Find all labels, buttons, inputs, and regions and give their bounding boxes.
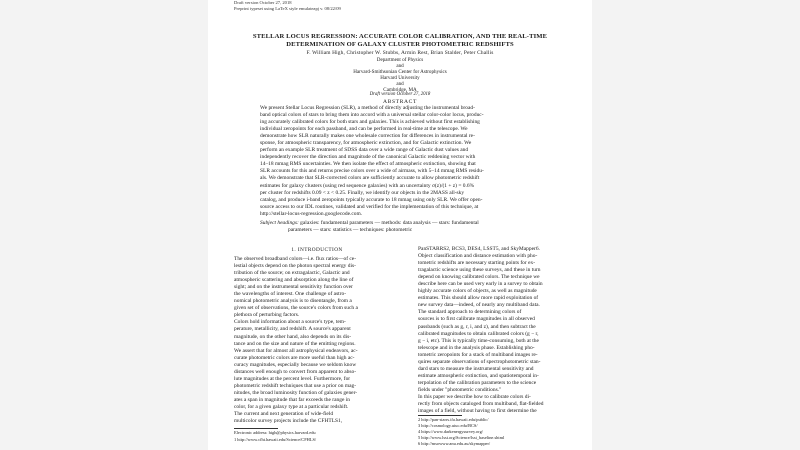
- text-line: the wavelengths of interest. One challenge of astro-: [234, 291, 347, 298]
- draft-date: Draft version October 27, 2018: [369, 92, 431, 97]
- abstract-heading: ABSTRACT: [382, 99, 418, 105]
- text-line: We assert that for almost all astrophysical endeavors, ac-: [234, 347, 358, 354]
- text-line: tribution of the source; on extragalactic, Galactic and: [234, 270, 350, 277]
- text-line: calibrated magnitudes to obtain calibrated colors (g − r,: [418, 330, 539, 337]
- text-line: new survey data—indeed, of nearly any multiband data.: [418, 302, 540, 309]
- text-line: The observed broadband colors—i.e. flux ratios—of ce-: [234, 256, 357, 262]
- abstract-line: als. We demonstrate that SLR-corrected colors are sufficiently accurate to allow photometric redshift: [260, 175, 480, 182]
- affiliation-line: and: [396, 81, 404, 87]
- abstract-line: independently recover the direction and magnitude of the canonical Galactic reddening vector with: [260, 154, 476, 161]
- affiliation-line: Harvard-Smithsonian Center for Astrophysics: [353, 69, 447, 75]
- author-list: F. William High, Christopher W. Stubbs, Armin Rest, Brian Stalder, Peter Challis: [306, 50, 494, 56]
- text-line: The standard approach to determining colors of: [418, 309, 522, 316]
- footnote-link[interactable]: 4 https://www.darkenergysurvey.org/: [418, 429, 483, 434]
- text-line: sources is to first calibrate magnitudes in all observed: [418, 316, 535, 323]
- text-line: given set of observations, the source's colors from such a: [234, 305, 358, 312]
- footnote-link[interactable]: 3 http://cosmology.uiuc.edu/BCS/: [418, 423, 478, 428]
- subject-headings-label: Subject headings:: [260, 220, 299, 226]
- text-line: depend on knowing calibrated colors. The technique we: [418, 274, 540, 281]
- text-line: plethora of perturbing factors.: [234, 312, 300, 319]
- text-line: magnitude, on the other hand, also depends on its dis-: [234, 333, 352, 340]
- preprint-typeset-line: Preprint typeset using LaTeX style emulateapj v. 08/22/09: [234, 6, 341, 11]
- text-line: describe here can be used very early in a survey to obtain: [418, 281, 543, 288]
- abstract-line: band optical colors of stars to bring them into accord with a universal stellar color-color locus, produc-: [260, 112, 484, 119]
- text-line: highly accurate colors of objects, as well as magnitude: [418, 288, 537, 295]
- section-heading-introduction: 1. INTRODUCTION: [291, 247, 343, 253]
- text-line: distances well enough to convert from apparent to abso-: [234, 368, 357, 375]
- left-column-text: [234, 256, 400, 425]
- footnote-rule: [418, 415, 462, 416]
- text-line: Colors hold information about a source's type, tem-: [234, 319, 346, 326]
- text-line: telescope and in the analysis phase. Establishing pho-: [418, 344, 535, 351]
- affiliation-line: and: [396, 63, 404, 69]
- abstract-line: http://stellar-locus-regression.googlecode.com.: [260, 210, 363, 217]
- abstract-body: [260, 105, 543, 218]
- paper-title-line-1: STELLAR LOCUS REGRESSION: ACCURATE COLOR CALIBRATION, AND THE REAL-TIME: [252, 33, 548, 40]
- abstract-line: ing accurately calibrated colors for both stars and galaxies. This is achieved without first establishing: [260, 119, 480, 126]
- abstract-line: catalog, and produce i-band zeropoints typically accurate to 18 mmag using only SLR. We offer open-: [260, 196, 483, 203]
- affiliation-line: Department of Physics: [376, 57, 424, 63]
- text-line: tance and on the size and nature of the emitting regions.: [234, 340, 356, 347]
- abstract-line: demonstrate how SLR naturally makes one wholesale correction for differences in instrumental re-: [260, 133, 475, 140]
- text-line: tometric zeropoints for a stack of multiband images re-: [418, 351, 538, 358]
- footnote-link[interactable]: 5 http://www.lsst.org/Science/lsst_baseline.shtml: [418, 435, 505, 440]
- text-line: Object classification and distance estimation with pho-: [418, 253, 538, 260]
- text-line: g − i, etc). This is typically time-consuming, both at the: [418, 337, 539, 344]
- subject-headings: [260, 220, 479, 226]
- abstract-line: We present Stellar Locus Regression (SLR), a method of directly adjusting the instrumental broad-: [260, 105, 475, 111]
- footnote-email: Electronic address: high@physics.harvard.edu: [234, 430, 316, 435]
- affiliation-line: Cambridge, MA: [383, 87, 417, 93]
- text-line: nomical photometric analysis is to disentangle, from a: [234, 298, 352, 305]
- abstract-line: perform an example SLR treatment of SDSS data over a wide range of Galactic dust values and: [260, 147, 469, 154]
- text-line: In this paper we describe how to calibrate colors di-: [418, 393, 531, 400]
- text-line: estimates. This should allow more rapid exploitation of: [418, 295, 539, 302]
- text-line: images of a field, without having to first determine the: [418, 408, 537, 415]
- text-line: rectly from objects cataloged from multiband, flat-fielded: [418, 401, 544, 408]
- text-line: fields under "photometric conditions.": [418, 386, 502, 393]
- text-line: color, for a given galaxy type at a particular redshift.: [234, 403, 349, 410]
- text-line: sight; and on the instrumental sensitivity function over: [234, 284, 353, 291]
- text-line: photometric redshift techniques that use a prior on mag-: [234, 382, 357, 389]
- abstract-line: individual zeropoints for each passband, and can be performed in real-time at the telescope. We: [260, 126, 468, 133]
- subject-headings-continued: parameters — stars: statistics — techniques: photometric: [288, 227, 413, 233]
- affiliation-line: Harvard University: [380, 75, 420, 81]
- abstract-line: estimates for galaxy clusters (using red sequence galaxies) with an uncertainty σ(z)/(1 + z) = 0.6%: [260, 182, 475, 189]
- paper-title-line-2: DETERMINATION OF GALAXY CLUSTER PHOTOMETRIC REDSHIFTS: [286, 41, 514, 48]
- subject-headings-text: galaxies: fundamental parameters — methods: data analysis — stars: fundamental: [300, 220, 479, 226]
- text-line: terpolation of the calibration parameters to the science: [418, 379, 537, 386]
- abstract-line: per cluster for redshifts 0.09 < z < 0.25. Finally, we identify our objects in the 2MASS all-sky: [260, 189, 465, 196]
- text-line: nitudes, the broad luminosity function of galaxies gener-: [234, 389, 358, 396]
- text-line: lute magnitudes at the percent level. Furthermore, for: [234, 375, 351, 382]
- preprint-draft-line: Draft version October 27, 2018: [234, 0, 292, 5]
- text-line: tometric redshifts are necessary starting points for ex-: [418, 260, 536, 267]
- text-line: ates a span in magnitude that far exceeds the range in: [234, 396, 350, 403]
- text-line: quires separate observations of spectrophotometric stan-: [418, 358, 541, 365]
- abstract-line: SLR accounts for this and returns precise colors over a wide of airmass, with 5–14 mmag RMS residu-: [260, 168, 484, 175]
- text-line: atmospheric scattering and absorption along the line of: [234, 277, 354, 284]
- text-line: estimate atmospheric extinction, and spatiotemporal in-: [418, 372, 539, 379]
- text-line: tragalactic science using these surveys, and these in turn: [418, 267, 541, 274]
- footnote-link[interactable]: 2 http://pan-starrs.ifa.hawaii.edu/public/: [418, 417, 489, 422]
- text-line: curacy magnitudes, especially because we seldom know: [234, 361, 357, 368]
- text-line: dard stars to measure the instrumental sensitivity and: [418, 365, 534, 372]
- right-column-text: [418, 246, 584, 415]
- abstract-line: sponse, for atmospheric transparency, for atmospheric extinction, and for Galactic extinction. We: [260, 140, 472, 147]
- text-line: passbands (such as g, r, i, and z), and then subtract the: [418, 323, 536, 330]
- text-line: PanSTARRS2, BCS3, DES4, LSST5, and SkyMapper6.: [418, 246, 540, 252]
- footnote-link[interactable]: 1 http://www.cfht.hawaii.edu/Science/CFHLS/: [234, 437, 317, 442]
- abstract-line: 14–18 mmag RMS uncertainties. We then isolate the effect of atmospheric extinction, showing that: [260, 161, 476, 168]
- text-line: curate photometric colors are more useful than high ac-: [234, 354, 355, 361]
- text-line: perature, metallicity, and redshift. A source's apparent: [234, 326, 351, 333]
- footnote-rule: [234, 428, 278, 429]
- footnote-link[interactable]: 6 http://msowww.anu.edu.au/skymapper/: [418, 441, 491, 446]
- text-line: lestial objects depend on the photon spectral energy dis-: [234, 263, 356, 270]
- abstract-line: source access to our IDL routines, validated and verified for the implementation of this technique, at: [260, 203, 479, 210]
- text-line: multicolor survey projects include the CFHTLS1,: [234, 418, 343, 425]
- text-line: The current and next generation of wide-field: [234, 411, 334, 418]
- paper-page: [208, 0, 592, 450]
